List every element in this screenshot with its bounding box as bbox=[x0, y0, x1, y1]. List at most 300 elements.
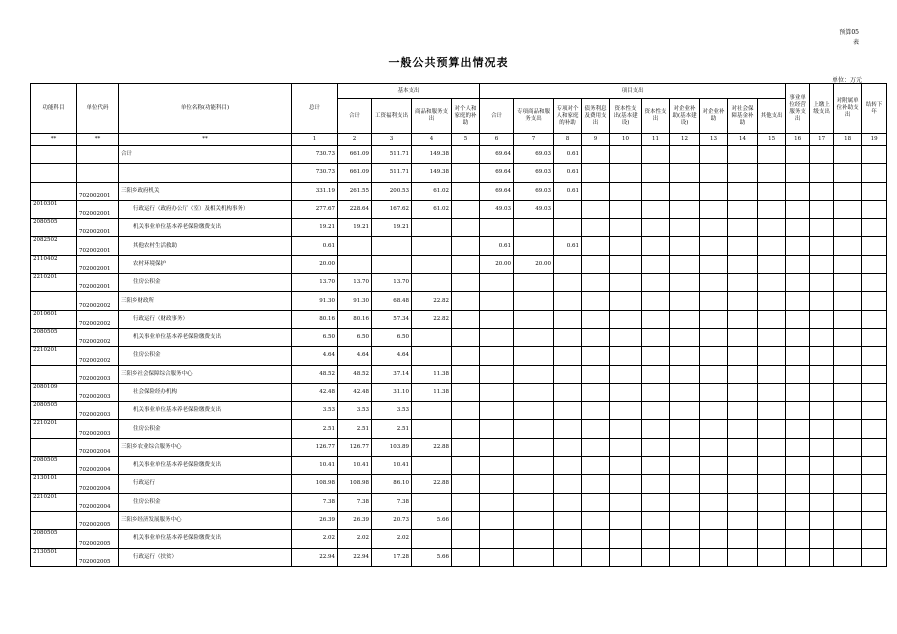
empty-cell bbox=[700, 457, 728, 475]
empty-cell bbox=[810, 493, 834, 511]
cell-basic-goods bbox=[412, 347, 452, 365]
empty-cell bbox=[786, 457, 810, 475]
cell-project-sum: 20.00 bbox=[480, 255, 514, 273]
cell-unit-name: 机关事业单位基本养老保险缴费支出 bbox=[119, 530, 292, 548]
cell-unit-code: 702002002 bbox=[77, 347, 119, 365]
cell-total: 91.30 bbox=[292, 292, 338, 310]
table-row bbox=[31, 146, 887, 164]
empty-cell bbox=[670, 146, 700, 164]
empty-cell bbox=[834, 402, 862, 420]
cell-unit-code: 702002001 bbox=[77, 274, 119, 292]
empty-cell bbox=[834, 255, 862, 273]
cell-unit-name: 住房公积金 bbox=[119, 420, 292, 438]
cell-project-goods bbox=[514, 511, 554, 529]
index-cell: 13 bbox=[700, 134, 728, 146]
cell-unit-code: 702002004 bbox=[77, 475, 119, 493]
empty-cell bbox=[670, 310, 700, 328]
cell-basic-goods: 22.82 bbox=[412, 310, 452, 328]
table-row bbox=[31, 310, 887, 328]
empty-cell bbox=[758, 420, 786, 438]
empty-cell bbox=[670, 200, 700, 218]
empty-cell bbox=[642, 200, 670, 218]
cell-basic-sum bbox=[338, 255, 372, 273]
cell-project-personal bbox=[554, 292, 582, 310]
cell-unit-name: 行政运行（扶贫） bbox=[119, 548, 292, 566]
cell-basic-goods: 149.38 bbox=[412, 146, 452, 164]
empty-cell bbox=[810, 146, 834, 164]
index-cell: 12 bbox=[670, 134, 700, 146]
cell-basic-wage: 6.50 bbox=[372, 328, 412, 346]
cell-basic-sum bbox=[338, 237, 372, 255]
empty-cell bbox=[700, 511, 728, 529]
table-row bbox=[31, 347, 887, 365]
cell-basic-goods: 5.66 bbox=[412, 511, 452, 529]
index-cell: 7 bbox=[514, 134, 554, 146]
cell-basic-wage: 2.02 bbox=[372, 530, 412, 548]
cell-basic-sum: 10.41 bbox=[338, 457, 372, 475]
table-row bbox=[31, 402, 887, 420]
empty-cell bbox=[862, 347, 887, 365]
index-cell: ** bbox=[119, 134, 292, 146]
cell-func-subject: 2080505 bbox=[31, 219, 77, 237]
empty-cell bbox=[758, 219, 786, 237]
empty-cell bbox=[834, 530, 862, 548]
empty-cell bbox=[810, 292, 834, 310]
empty-cell bbox=[642, 182, 670, 200]
empty-cell bbox=[810, 310, 834, 328]
empty-cell bbox=[758, 402, 786, 420]
empty-cell bbox=[642, 548, 670, 566]
empty-cell bbox=[700, 200, 728, 218]
cell-func-subject bbox=[31, 511, 77, 529]
empty-cell bbox=[834, 182, 862, 200]
cell-project-sum bbox=[480, 292, 514, 310]
cell-basic-wage: 19.21 bbox=[372, 219, 412, 237]
header-project-sum: 合计 bbox=[480, 99, 514, 134]
empty-cell bbox=[810, 420, 834, 438]
form-number bbox=[839, 28, 859, 48]
header-func-subject: 功能科目 bbox=[31, 84, 77, 134]
empty-cell bbox=[728, 237, 758, 255]
empty-cell bbox=[642, 365, 670, 383]
empty-cell bbox=[700, 530, 728, 548]
empty-cell bbox=[758, 493, 786, 511]
empty-cell bbox=[728, 383, 758, 401]
cell-func-subject bbox=[31, 292, 77, 310]
empty-cell bbox=[834, 274, 862, 292]
empty-cell bbox=[862, 493, 887, 511]
cell-basic-wage: 13.70 bbox=[372, 274, 412, 292]
empty-cell bbox=[758, 255, 786, 273]
cell-project-goods bbox=[514, 530, 554, 548]
cell-project-personal bbox=[554, 219, 582, 237]
empty-cell bbox=[700, 328, 728, 346]
index-cell: ** bbox=[77, 134, 119, 146]
cell-unit-name: 三阳乡财政所 bbox=[119, 292, 292, 310]
empty-cell bbox=[862, 328, 887, 346]
cell-func-subject: 2130101 bbox=[31, 475, 77, 493]
empty-cell bbox=[810, 457, 834, 475]
empty-cell bbox=[834, 438, 862, 456]
cell-unit-name: 三阳乡政府机关 bbox=[119, 182, 292, 200]
empty-cell bbox=[670, 383, 700, 401]
cell-basic-personal bbox=[452, 328, 480, 346]
index-cell: 2 bbox=[338, 134, 372, 146]
empty-cell bbox=[610, 457, 642, 475]
cell-total: 277.67 bbox=[292, 200, 338, 218]
cell-basic-personal bbox=[452, 530, 480, 548]
empty-cell bbox=[610, 255, 642, 273]
cell-project-sum bbox=[480, 347, 514, 365]
empty-cell bbox=[700, 182, 728, 200]
cell-project-goods bbox=[514, 457, 554, 475]
index-cell: 8 bbox=[554, 134, 582, 146]
cell-project-goods: 69.03 bbox=[514, 182, 554, 200]
form-number-line1: 预算05 bbox=[839, 29, 859, 36]
cell-project-personal: 0.61 bbox=[554, 182, 582, 200]
empty-cell bbox=[786, 420, 810, 438]
empty-cell bbox=[642, 219, 670, 237]
empty-cell bbox=[610, 438, 642, 456]
empty-cell bbox=[834, 200, 862, 218]
cell-unit-name: 社会保险经办机构 bbox=[119, 383, 292, 401]
empty-cell bbox=[582, 420, 610, 438]
cell-unit-name: 行政运行（财政事务） bbox=[119, 310, 292, 328]
empty-cell bbox=[670, 438, 700, 456]
cell-basic-sum: 7.38 bbox=[338, 493, 372, 511]
empty-cell bbox=[582, 457, 610, 475]
empty-cell bbox=[610, 310, 642, 328]
empty-cell bbox=[642, 237, 670, 255]
empty-cell bbox=[728, 146, 758, 164]
empty-cell bbox=[728, 328, 758, 346]
cell-project-goods bbox=[514, 274, 554, 292]
empty-cell bbox=[862, 438, 887, 456]
cell-basic-personal bbox=[452, 274, 480, 292]
cell-basic-wage: 4.64 bbox=[372, 347, 412, 365]
empty-cell bbox=[758, 511, 786, 529]
cell-basic-goods bbox=[412, 457, 452, 475]
empty-cell bbox=[670, 420, 700, 438]
empty-cell bbox=[582, 255, 610, 273]
cell-basic-sum: 22.94 bbox=[338, 548, 372, 566]
cell-func-subject: 2210201 bbox=[31, 420, 77, 438]
cell-project-goods bbox=[514, 493, 554, 511]
cell-project-goods bbox=[514, 438, 554, 456]
empty-cell bbox=[758, 438, 786, 456]
cell-project-goods bbox=[514, 548, 554, 566]
empty-cell bbox=[700, 402, 728, 420]
empty-cell bbox=[642, 274, 670, 292]
header-unit-name: 单位名称(功能科目) bbox=[119, 84, 292, 134]
cell-basic-sum: 661.09 bbox=[338, 164, 372, 182]
index-cell: 4 bbox=[412, 134, 452, 146]
cell-func-subject bbox=[31, 438, 77, 456]
empty-cell bbox=[610, 237, 642, 255]
empty-cell bbox=[758, 530, 786, 548]
empty-cell bbox=[834, 219, 862, 237]
table-row bbox=[31, 475, 887, 493]
empty-cell bbox=[728, 200, 758, 218]
empty-cell bbox=[700, 237, 728, 255]
empty-cell bbox=[670, 493, 700, 511]
empty-cell bbox=[700, 475, 728, 493]
empty-cell bbox=[582, 292, 610, 310]
empty-cell bbox=[610, 200, 642, 218]
empty-cell bbox=[610, 383, 642, 401]
cell-project-sum bbox=[480, 438, 514, 456]
empty-cell bbox=[834, 328, 862, 346]
empty-cell bbox=[642, 347, 670, 365]
empty-cell bbox=[700, 548, 728, 566]
empty-cell bbox=[582, 219, 610, 237]
cell-basic-personal bbox=[452, 383, 480, 401]
empty-cell bbox=[786, 493, 810, 511]
cell-project-sum bbox=[480, 383, 514, 401]
cell-project-goods bbox=[514, 420, 554, 438]
header-basic-wage: 工资福利支出 bbox=[372, 99, 412, 134]
empty-cell bbox=[670, 475, 700, 493]
cell-project-sum bbox=[480, 420, 514, 438]
empty-cell bbox=[610, 292, 642, 310]
cell-basic-sum: 48.52 bbox=[338, 365, 372, 383]
empty-cell bbox=[610, 328, 642, 346]
header-project-enterprise: 对企业补助 bbox=[700, 99, 728, 134]
empty-cell bbox=[786, 438, 810, 456]
empty-cell bbox=[786, 255, 810, 273]
cell-unit-code: 702002003 bbox=[77, 365, 119, 383]
cell-basic-personal bbox=[452, 146, 480, 164]
cell-project-personal bbox=[554, 420, 582, 438]
empty-cell bbox=[582, 383, 610, 401]
cell-total: 2.51 bbox=[292, 420, 338, 438]
empty-cell bbox=[758, 292, 786, 310]
cell-project-sum bbox=[480, 219, 514, 237]
empty-cell bbox=[862, 200, 887, 218]
header-project-capital-construction: 资本性支出(基本建设) bbox=[610, 99, 642, 134]
cell-basic-goods bbox=[412, 237, 452, 255]
cell-project-personal bbox=[554, 548, 582, 566]
cell-unit-name: 机关事业单位基本养老保险缴费支出 bbox=[119, 402, 292, 420]
cell-project-sum bbox=[480, 530, 514, 548]
header-carry-forward: 结转下年 bbox=[862, 84, 887, 134]
empty-cell bbox=[810, 274, 834, 292]
cell-basic-sum: 19.21 bbox=[338, 219, 372, 237]
empty-cell bbox=[862, 475, 887, 493]
empty-cell bbox=[758, 475, 786, 493]
cell-project-sum: 0.61 bbox=[480, 237, 514, 255]
header-basic-goods: 商品和服务支出 bbox=[412, 99, 452, 134]
empty-cell bbox=[700, 493, 728, 511]
cell-project-sum bbox=[480, 274, 514, 292]
empty-cell bbox=[670, 511, 700, 529]
cell-basic-goods: 149.38 bbox=[412, 164, 452, 182]
empty-cell bbox=[786, 402, 810, 420]
cell-func-subject bbox=[31, 164, 77, 182]
empty-cell bbox=[642, 146, 670, 164]
cell-project-goods bbox=[514, 365, 554, 383]
cell-func-subject: 2010301 bbox=[31, 200, 77, 218]
empty-cell bbox=[610, 548, 642, 566]
index-cell: 1 bbox=[292, 134, 338, 146]
cell-unit-name: 机关事业单位基本养老保险缴费支出 bbox=[119, 328, 292, 346]
cell-unit-code bbox=[77, 146, 119, 164]
empty-cell bbox=[670, 548, 700, 566]
cell-project-personal bbox=[554, 328, 582, 346]
table-row bbox=[31, 420, 887, 438]
empty-cell bbox=[758, 548, 786, 566]
cell-basic-wage: 2.51 bbox=[372, 420, 412, 438]
empty-cell bbox=[610, 274, 642, 292]
empty-cell bbox=[834, 420, 862, 438]
cell-basic-wage: 31.10 bbox=[372, 383, 412, 401]
empty-cell bbox=[610, 420, 642, 438]
empty-cell bbox=[862, 511, 887, 529]
empty-cell bbox=[786, 383, 810, 401]
empty-cell bbox=[610, 347, 642, 365]
empty-cell bbox=[582, 493, 610, 511]
cell-unit-name: 行政运行 bbox=[119, 475, 292, 493]
empty-cell bbox=[610, 182, 642, 200]
cell-basic-wage: 7.38 bbox=[372, 493, 412, 511]
cell-project-sum bbox=[480, 457, 514, 475]
cell-unit-name: 住房公积金 bbox=[119, 274, 292, 292]
empty-cell bbox=[862, 255, 887, 273]
index-cell: 3 bbox=[372, 134, 412, 146]
empty-cell bbox=[642, 530, 670, 548]
cell-project-personal bbox=[554, 347, 582, 365]
empty-cell bbox=[728, 548, 758, 566]
cell-unit-name: 住房公积金 bbox=[119, 493, 292, 511]
cell-project-sum bbox=[480, 475, 514, 493]
unit-label: 单位：万元 bbox=[831, 77, 862, 84]
cell-basic-wage bbox=[372, 255, 412, 273]
cell-total: 22.94 bbox=[292, 548, 338, 566]
cell-total: 331.19 bbox=[292, 182, 338, 200]
cell-basic-wage: 37.14 bbox=[372, 365, 412, 383]
empty-cell bbox=[758, 347, 786, 365]
empty-cell bbox=[862, 237, 887, 255]
cell-basic-wage: 511.71 bbox=[372, 146, 412, 164]
empty-cell bbox=[700, 164, 728, 182]
cell-project-personal bbox=[554, 200, 582, 218]
cell-basic-personal bbox=[452, 511, 480, 529]
cell-basic-personal bbox=[452, 475, 480, 493]
cell-project-personal bbox=[554, 438, 582, 456]
empty-cell bbox=[786, 146, 810, 164]
empty-cell bbox=[670, 164, 700, 182]
cell-basic-wage: 17.28 bbox=[372, 548, 412, 566]
cell-basic-goods bbox=[412, 493, 452, 511]
empty-cell bbox=[728, 438, 758, 456]
cell-basic-wage bbox=[372, 237, 412, 255]
empty-cell bbox=[758, 457, 786, 475]
cell-basic-goods bbox=[412, 420, 452, 438]
header-subsidiary-subsidy: 对附属单位补助支出 bbox=[834, 84, 862, 134]
form-number-line2: 表 bbox=[852, 39, 859, 46]
cell-total: 126.77 bbox=[292, 438, 338, 456]
cell-project-sum bbox=[480, 493, 514, 511]
empty-cell bbox=[610, 511, 642, 529]
empty-cell bbox=[758, 237, 786, 255]
cell-unit-name: 农村环境保护 bbox=[119, 255, 292, 273]
empty-cell bbox=[700, 383, 728, 401]
cell-basic-wage: 511.71 bbox=[372, 164, 412, 182]
cell-total: 730.73 bbox=[292, 146, 338, 164]
empty-cell bbox=[642, 420, 670, 438]
cell-basic-goods: 11.38 bbox=[412, 365, 452, 383]
empty-cell bbox=[786, 219, 810, 237]
cell-unit-code: 702002004 bbox=[77, 493, 119, 511]
index-row bbox=[31, 134, 887, 146]
empty-cell bbox=[758, 164, 786, 182]
cell-func-subject: 2210201 bbox=[31, 347, 77, 365]
empty-cell bbox=[582, 402, 610, 420]
empty-cell bbox=[670, 365, 700, 383]
cell-func-subject: 2080505 bbox=[31, 402, 77, 420]
cell-basic-sum: 6.50 bbox=[338, 328, 372, 346]
empty-cell bbox=[670, 274, 700, 292]
cell-basic-sum: 80.16 bbox=[338, 310, 372, 328]
empty-cell bbox=[862, 292, 887, 310]
cell-total: 80.16 bbox=[292, 310, 338, 328]
cell-unit-code bbox=[77, 164, 119, 182]
cell-unit-code: 702002005 bbox=[77, 511, 119, 529]
empty-cell bbox=[758, 310, 786, 328]
empty-cell bbox=[786, 182, 810, 200]
cell-basic-sum: 4.64 bbox=[338, 347, 372, 365]
empty-cell bbox=[862, 164, 887, 182]
cell-project-personal: 0.61 bbox=[554, 164, 582, 182]
index-cell: 9 bbox=[582, 134, 610, 146]
empty-cell bbox=[810, 255, 834, 273]
cell-func-subject bbox=[31, 146, 77, 164]
empty-cell bbox=[862, 365, 887, 383]
index-cell: 16 bbox=[786, 134, 810, 146]
empty-cell bbox=[582, 310, 610, 328]
empty-cell bbox=[700, 146, 728, 164]
empty-cell bbox=[810, 237, 834, 255]
cell-project-sum bbox=[480, 511, 514, 529]
cell-unit-name: 机关事业单位基本养老保险缴费支出 bbox=[119, 457, 292, 475]
empty-cell bbox=[786, 164, 810, 182]
empty-cell bbox=[582, 164, 610, 182]
cell-basic-goods bbox=[412, 402, 452, 420]
cell-project-sum bbox=[480, 328, 514, 346]
table-row bbox=[31, 493, 887, 511]
empty-cell bbox=[670, 347, 700, 365]
cell-basic-sum: 2.02 bbox=[338, 530, 372, 548]
empty-cell bbox=[834, 164, 862, 182]
empty-cell bbox=[582, 200, 610, 218]
empty-cell bbox=[786, 365, 810, 383]
empty-cell bbox=[862, 219, 887, 237]
cell-unit-name: 三阳乡经济发展服务中心 bbox=[119, 511, 292, 529]
cell-unit-code: 702002003 bbox=[77, 402, 119, 420]
empty-cell bbox=[834, 237, 862, 255]
cell-func-subject bbox=[31, 182, 77, 200]
empty-cell bbox=[610, 493, 642, 511]
index-cell: 6 bbox=[480, 134, 514, 146]
table-row bbox=[31, 383, 887, 401]
empty-cell bbox=[810, 438, 834, 456]
table-row bbox=[31, 219, 887, 237]
header-project-goods: 专项商品和服务支出 bbox=[514, 99, 554, 134]
cell-func-subject: 2080505 bbox=[31, 530, 77, 548]
empty-cell bbox=[786, 292, 810, 310]
empty-cell bbox=[582, 475, 610, 493]
cell-basic-sum: 91.30 bbox=[338, 292, 372, 310]
